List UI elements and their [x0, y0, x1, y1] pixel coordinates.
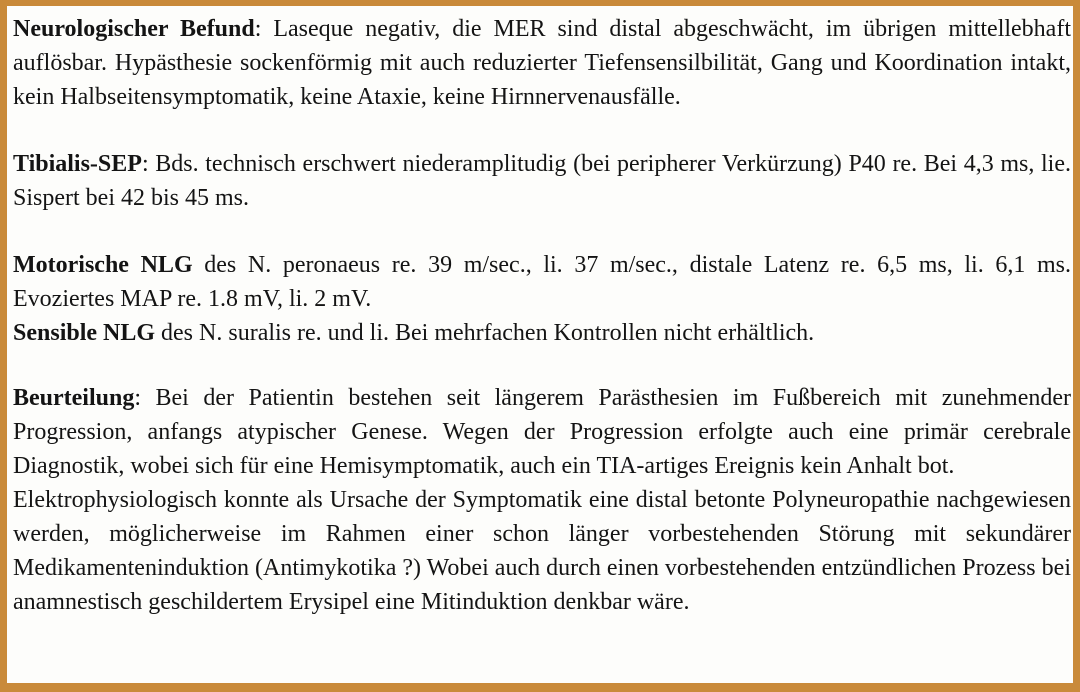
sensory-nlg-text: des N. suralis re. und li. Bei mehrfachen Kontrollen nicht erhältlich. [155, 320, 815, 346]
neurological-findings-text: : Laseque negativ, die MER sind distal abgeschwächt, im übrigen mittellebhaft auflösbar. Hypästhesie sockenförmig mit auch reduzierter Tiefensensilbilität, Gang und Koordination intakt, kein Halbseitensymptomatik, keine Ataxie, keine Hirnnervenausfälle. [13, 16, 1071, 110]
assessment-label: Beurteilung [13, 385, 135, 411]
tibialis-sep-paragraph [13, 147, 1071, 215]
motor-nlg-text: des N. peronaeus re. 39 m/sec., li. 37 m/sec., distale Latenz re. 6,5 ms, li. 6,1 ms. Evoziertes MAP re. 1.8 mV, li. 2 mV. [13, 252, 1071, 312]
neurological-findings-paragraph [13, 12, 1071, 114]
document-body [13, 12, 1071, 619]
sensory-nlg-label: Sensible NLG [13, 320, 156, 346]
motor-nlg-label: Motorische NLG [13, 252, 193, 278]
spacer [13, 215, 1071, 248]
spacer [13, 114, 1071, 147]
motor-nlg-paragraph [13, 248, 1071, 316]
electrophysiology-paragraph: Elektrophysiologisch konnte als Ursache der Symptomatik eine distal betonte Polyneuropathie nachgewiesen werden, möglicherweise im Rahmen einer schon länger vorbestehenden Störung mit sekundärer Medikamenteninduktion (Antimykotika ?) Wobei auch durch einen vorbestehenden entzündlichen Prozess bei anamnestisch geschildertem Erysipel eine Mitinduktion denkbar wäre. [13, 487, 1071, 615]
tibialis-sep-text: : Bds. technisch erschwert niederamplitudig (bei peripherer Verkürzung) P40 re. Bei 4,3 ms, lie. Sispert bei 42 bis 45 ms. [13, 151, 1071, 211]
spacer [13, 350, 1071, 381]
neurological-findings-label: Neurologischer Befund [13, 16, 255, 42]
tibialis-sep-label: Tibialis-SEP [13, 151, 142, 177]
assessment-text: : Bei der Patientin bestehen seit längerem Parästhesien im Fußbereich mit zunehmender Progression, anfangs atypischer Genese. Wegen der Progression erfolgte auch eine primär cerebrale Diagnostik, wobei sich für eine Hemisymptomatik, auch ein TIA-artiges Ereignis kein Anhalt bot. [13, 385, 1071, 479]
assessment-paragraph [13, 381, 1071, 483]
sensory-nlg-paragraph [13, 316, 1071, 350]
